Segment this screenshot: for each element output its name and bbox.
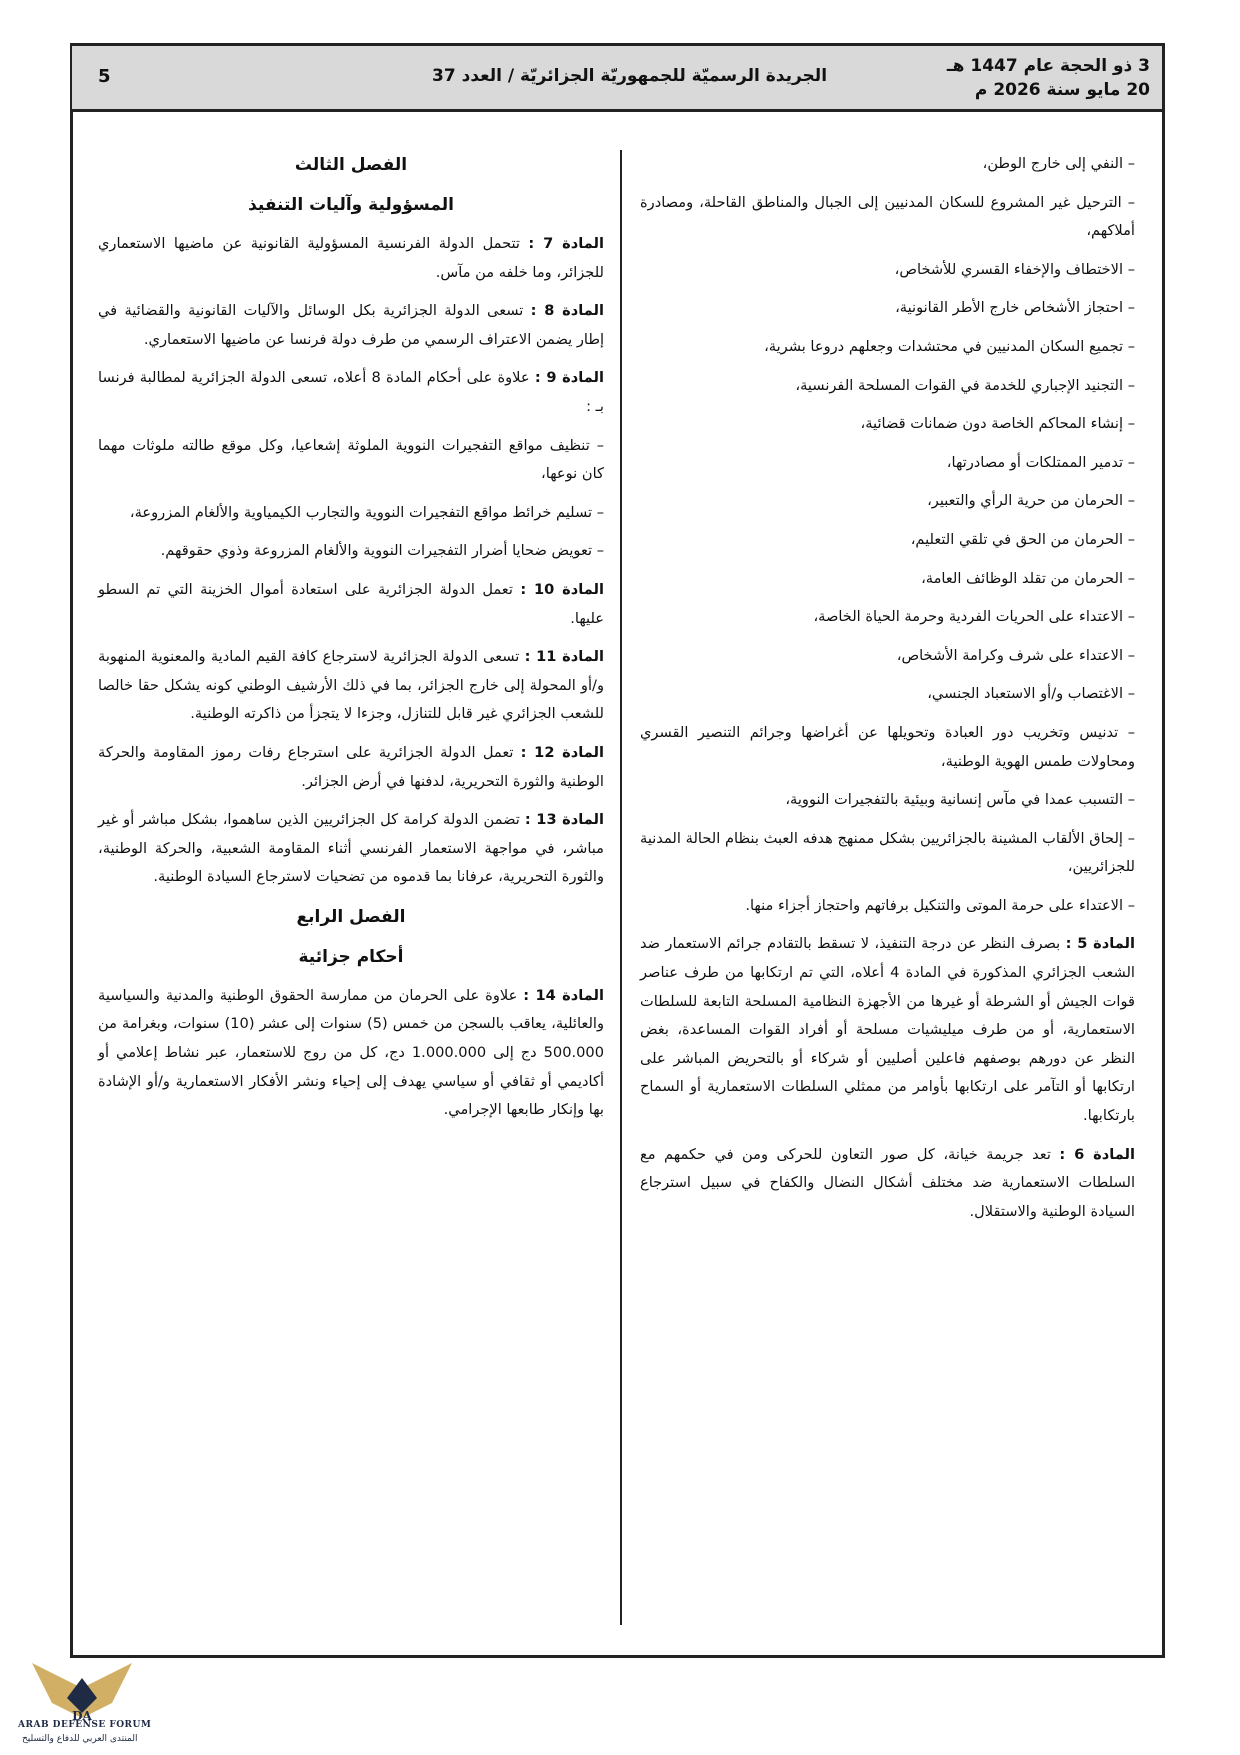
article-label: المادة 6 : [1059, 1145, 1136, 1163]
article-13 [98, 806, 604, 892]
article-label: المادة 11 : [524, 648, 605, 666]
article-12 [98, 739, 604, 796]
chapter-subtitle: المسؤولية وآليات التنفيذ [248, 195, 454, 215]
crime-item: – الاعتداء على الحريات الفردية وحرمة الحياة الخاصة، [813, 608, 1135, 626]
chapter-subtitle: أحكام جزائية [298, 946, 404, 967]
article-label: المادة 7 : [528, 235, 604, 252]
article-label: المادة 5 : [1065, 935, 1135, 953]
article-14 [98, 982, 604, 1125]
chapter-title: الفصل الرابع [296, 906, 406, 927]
article-6 [640, 1141, 1135, 1227]
article-label: المادة 9 : [534, 369, 604, 387]
hijri-date: 3 ذو الحجة عام 1447 هـ [946, 56, 1150, 76]
chapter-title: الفصل الثالث [294, 155, 408, 175]
crime-item: – تجميع السكان المدنيين في محتشدات وجعلهم دروعا بشرية، [764, 337, 1135, 355]
article-label: المادة 10 : [520, 580, 605, 598]
article-text: تتحمل الدولة الفرنسية المسؤولية القانونية عن ماضيها الاستعماري للجزائر، وما خلفه من مآس. [98, 235, 604, 281]
article-text: بصرف النظر عن درجة التنفيذ، لا تسقط بالتقادم جرائم الاستعمار ضد الشعب الجزائري المذكورة في المادة 4 أعلاه، التي تم ارتكابها من طرف عناصر قوات الجيش أو الشرطة أو غيرها من الأجهزة النظامية المسلحة التابعة للسلطات الاستعمارية، أو من طرف ميليشيات مسلحة أو أفراد القوات المساعدة، بغض النظر عن دورهم بوصفهم فاعلين أصليين أو شركاء أو بالتحريض المباشر على ارتكابها أو التآمر على ارتكابها بأوامر من ممثلي السلطات الاستعمارية أو السماح بارتكابها. [640, 935, 1135, 1125]
crime-item: – الاختطاف والإخفاء القسري للأشخاص، [894, 260, 1135, 278]
crime-item: – النفي إلى خارج الوطن، [982, 155, 1135, 172]
article-text: تعمل الدولة الجزائرية على استعادة أموال الخزينة التي تم السطو عليها. [98, 580, 604, 627]
article-9 [98, 364, 604, 421]
gazette-title: الجريدة الرسميّة للجمهوريّة الجزائريّة / العدد 37 [432, 66, 828, 86]
gazette-header [72, 46, 1162, 112]
demand-item: – تنظيف مواقع التفجيرات النووية الملوثة إشعاعيا، وكل موقع طالته ملوثات مهما كان نوعها، [98, 436, 604, 483]
article-label: المادة 12 : [520, 743, 605, 761]
forum-name-ar: المنتدى العربي للدفاع والتسليح [22, 1734, 138, 1744]
demand-item: – تسليم خرائط مواقع التفجيرات النووية والتجارب الكيمياوية والألغام المزروعة، [129, 503, 604, 521]
article-text: علاوة على الحرمان من ممارسة الحقوق الوطنية والمدنية والسياسية والعائلية، يعاقب بالسجن من خمس (5) سنوات إلى عشر (10) سنوات، وبغرامة من 500.000 دج إلى 1.000.000 دج، كل من روج للاستعمار، عبر نشاط إعلامي أو أكاديمي أو ثقافي أو سياسي يهدف إلى إحياء ونشر الأفكار الاستعمارية و/أو الإشادة بها وإنكار طابعها الإجرامي. [98, 986, 604, 1119]
crime-item: – تدمير الممتلكات أو مصادرتها، [946, 453, 1135, 471]
crime-item: – إنشاء المحاكم الخاصة دون ضمانات قضائية، [860, 415, 1135, 433]
article-label: المادة 8 : [530, 302, 604, 320]
crime-item: – التسبب عمدا في مآس إنسانية وبيئية بالتفجيرات النووية، [785, 791, 1135, 809]
header-date [947, 54, 1150, 102]
article-5 [640, 930, 1135, 1130]
crime-item: – الحرمان من الحق في تلقي التعليم، [910, 530, 1135, 548]
article-text: علاوة على أحكام المادة 8 أعلاه، تسعى الدولة الجزائرية لمطالبة فرنسا بـ : [98, 369, 604, 415]
article-text: تسعى الدولة الجزائرية بكل الوسائل والآليات القانونية والقضائية في إطار يضمن الاعتراف الرسمي من طرف دولة فرنسا عن ماضيها الاستعماري. [98, 302, 604, 348]
article-11 [98, 643, 604, 729]
article-text: تعمل الدولة الجزائرية على استرجاع رفات رموز المقاومة والحركة الوطنية والثورة التحريرية، لدفنها في أرض الجزائر. [98, 743, 604, 790]
gregorian-date: 20 مايو سنة 2026 م [974, 80, 1150, 100]
page-number: 5 [98, 66, 111, 87]
article-text: تضمن الدولة كرامة كل الجزائريين الذين ساهموا، بشكل مباشر أو غير مباشر، في مواجهة الاستعمار الفرنسي أثناء المقاومة الشعبية، والحركة الوطنية، والثورة التحريرية، عرفانا بما قدموه من تضحيات لاسترجاع السيادة الوطنية. [98, 811, 604, 886]
crime-item: – الاعتداء على حرمة الموتى والتنكيل برفاتهم واحتجاز أجزاء منها. [745, 896, 1135, 914]
article-10 [98, 576, 604, 633]
article-7 [98, 230, 604, 287]
article-8 [98, 297, 604, 354]
column-divider [620, 150, 622, 1625]
crime-item: – احتجاز الأشخاص خارج الأطر القانونية، [895, 299, 1135, 317]
right-column [640, 150, 1135, 1236]
crime-item: – الترحيل غير المشروع للسكان المدنيين إلى الجبال والمناطق القاحلة، ومصادرة أملاكهم، [640, 193, 1135, 240]
crime-item: – الحرمان من حرية الرأي والتعبير، [927, 492, 1135, 510]
crime-item: – التجنيد الإجباري للخدمة في القوات المسلحة الفرنسية، [795, 376, 1135, 394]
article-label: المادة 14 : [523, 986, 604, 1004]
left-column [98, 150, 604, 1135]
logo-initials: DA [72, 1709, 92, 1723]
article-text: تسعى الدولة الجزائرية لاسترجاع كافة القيم المادية والمعنوية المنهوبة و/أو المحولة إلى خارج الجزائر، بما في ذلك الأرشيف الوطني كونه يشكل حقا خالصا للشعب الجزائري غير قابل للتنازل، وجزءا لا يتجزأ من ذاكرته الوطنية. [98, 648, 604, 723]
crime-item: – الحرمان من تقلد الوظائف العامة، [921, 569, 1135, 587]
crime-item: – الاغتصاب و/أو الاستعباد الجنسي، [927, 685, 1135, 703]
forum-logo-watermark [12, 1648, 152, 1748]
demand-item: – تعويض ضحايا أضرار التفجيرات النووية والألغام المزروعة وذوي حقوقهم. [160, 542, 604, 560]
crime-item: – إلحاق الألقاب المشينة بالجزائريين بشكل ممنهج هدفه العبث بنظام الحالة المدنية للجزائريين، [640, 829, 1135, 876]
crime-item: – تدنيس وتخريب دور العبادة وتحويلها عن أغراضها وجرائم التنصير القسري ومحاولات طمس الهوية الوطنية، [640, 723, 1135, 770]
forum-name-en: ARAB DEFENSE FORUM [18, 1720, 152, 1730]
article-text: تعد جريمة خيانة، كل صور التعاون للحركى ومن في حكمهم مع السلطات الاستعمارية ضد مختلف أشكال النضال والكفاح في سبيل استرجاع السيادة الوطنية والاستقلال. [640, 1145, 1135, 1220]
crime-item: – الاعتداء على شرف وكرامة الأشخاص، [896, 646, 1135, 664]
article-label: المادة 13 : [524, 811, 604, 829]
